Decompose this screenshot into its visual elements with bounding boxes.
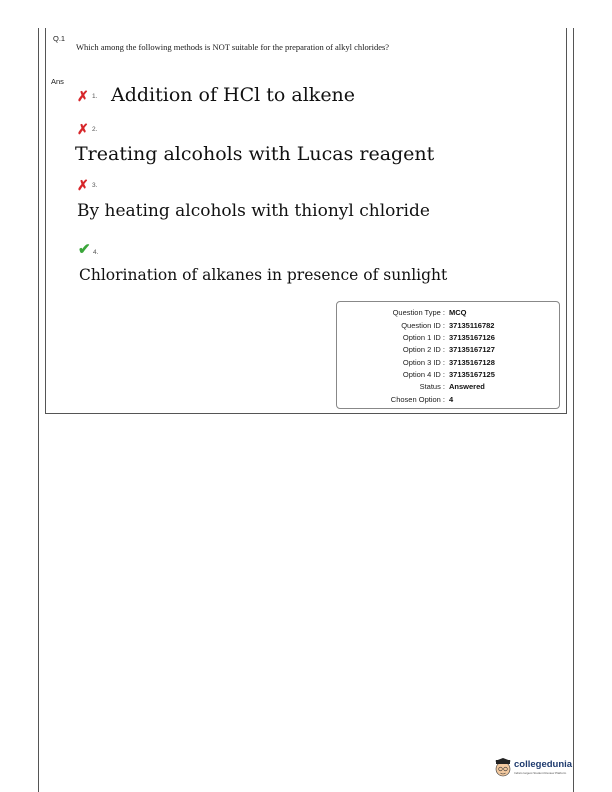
meta-key: Question ID : (401, 320, 445, 330)
meta-value: 37135167128 (449, 357, 495, 367)
meta-row (340, 320, 556, 331)
meta-value: 37135116782 (449, 320, 495, 330)
option-4-text: Chlorination of alkanes in presence of sunlight (79, 266, 448, 284)
logo-name: collegedunia (514, 759, 573, 770)
meta-row (340, 381, 556, 392)
option-number: 3. (92, 182, 98, 189)
meta-value: Answered (449, 382, 485, 391)
meta-key: Chosen Option : (390, 394, 445, 404)
meta-key: Status : (419, 382, 445, 391)
question-number: Q.1 (53, 34, 66, 43)
meta-row (340, 344, 556, 355)
check-icon: ✔ (78, 241, 91, 258)
option-number: 1. (92, 93, 98, 100)
meta-row (340, 307, 556, 318)
meta-value: 37135167127 (449, 345, 495, 354)
meta-key: Option 3 ID : (402, 357, 445, 367)
option-3-text: By heating alcohols with thionyl chloride (77, 201, 430, 221)
cross-icon: ✗ (77, 177, 89, 193)
meta-key: Option 4 ID : (402, 369, 445, 379)
cross-icon: ✗ (77, 88, 89, 104)
meta-key: Question Type : (392, 308, 445, 317)
meta-row (340, 357, 556, 368)
meta-value: 37135167126 (449, 333, 495, 342)
option-1-text: Addition of HCl to alkene (111, 84, 356, 106)
meta-value: 4 (449, 394, 454, 404)
collegedunia-logo (494, 755, 572, 781)
logo-tagline: India's largest Student Review Platform (514, 771, 567, 775)
meta-key: Option 1 ID : (402, 333, 445, 342)
option-2-text: Treating alcohols with Lucas reagent (75, 143, 435, 165)
mascot-icon (494, 758, 512, 778)
meta-value: 37135167125 (449, 369, 495, 379)
meta-row (340, 369, 556, 380)
meta-row (340, 394, 556, 405)
meta-row (340, 332, 556, 343)
meta-key: Option 2 ID : (402, 345, 445, 354)
answer-label: Ans (51, 77, 64, 86)
question-text: Which among the following methods is NOT suitable for the preparation of alkyl chlorides? (76, 42, 390, 52)
cross-icon: ✗ (77, 121, 89, 137)
meta-value: MCQ (449, 308, 467, 317)
option-number: 2. (92, 126, 98, 133)
option-number: 4. (93, 249, 99, 256)
